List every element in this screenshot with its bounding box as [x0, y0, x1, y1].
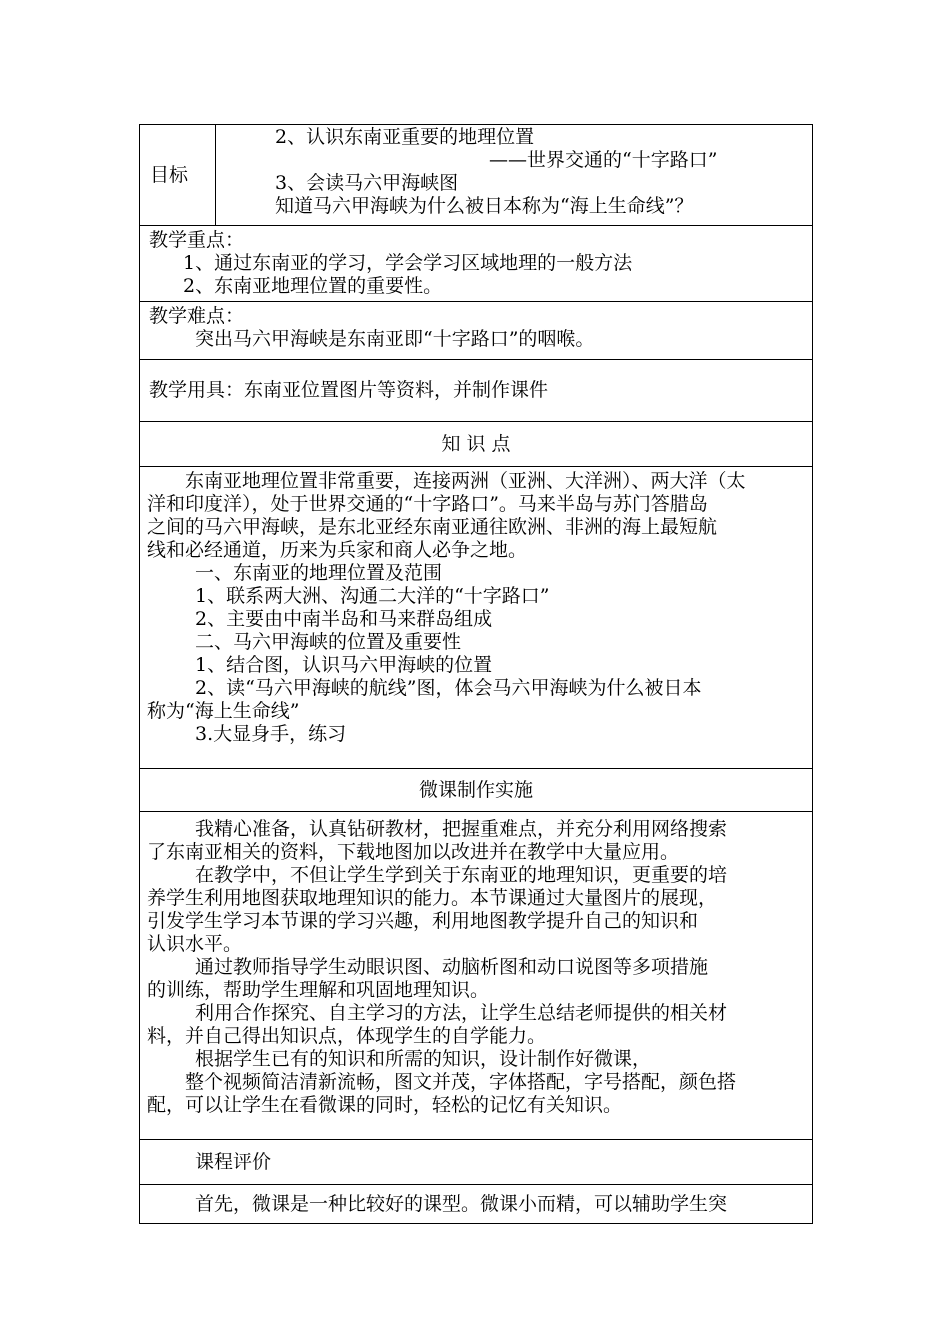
micro-line-4: 养学生利用地图获取地理知识的能力。本节课通过大量图片的展现，: [147, 887, 718, 909]
key-point-2: 2、东南亚地理位置的重要性。: [183, 275, 443, 297]
evaluation-content-row: [140, 1185, 813, 1224]
goal-row: [140, 125, 813, 226]
micro-line-9: 利用合作探究、自主学习的方法，让学生总结老师提供的相关材: [195, 1002, 728, 1024]
key-points-row: [140, 226, 813, 302]
knowledge-intro-line-4: 线和必经通道，历来为兵家和商人必争之地。: [147, 539, 528, 561]
goal-line-4: 知道马六甲海峡为什么被日本称为“海上生命线”？: [275, 195, 694, 217]
tools-text: 教学用具：东南亚位置图片等资料，并制作课件: [149, 379, 549, 401]
tools-row: [140, 360, 813, 422]
knowledge-item-2: 1、联系两大洲、沟通二大洋的“十字路口”: [195, 585, 550, 607]
knowledge-item-7: 3.大显身手，练习: [195, 723, 347, 745]
lesson-plan-table: [139, 124, 813, 1224]
goal-content: [216, 125, 813, 226]
micro-line-7: 通过教师指导学生动眼识图、动脑析图和动口说图等多项措施: [195, 956, 709, 978]
goal-line-1: 2、认识东南亚重要的地理位置: [275, 126, 535, 148]
micro-line-6: 认识水平。: [147, 933, 243, 955]
knowledge-item-1: 一、东南亚的地理位置及范围: [195, 562, 443, 584]
evaluation-text: 首先，微课是一种比较好的课型。微课小而精，可以辅助学生突: [195, 1192, 728, 1215]
knowledge-content-row: [140, 467, 813, 769]
knowledge-intro-line-3: 之间的马六甲海峡，是东北亚经东南亚通往欧洲、非洲的海上最短航: [147, 516, 718, 538]
key-points-cell: [140, 226, 813, 302]
micro-line-5: 引发学生学习本节课的学习兴趣，利用地图教学提升自己的知识和: [147, 910, 699, 932]
knowledge-item-6a: 2、读“马六甲海峡的航线”图，体会马六甲海峡为什么被日本: [195, 677, 702, 699]
evaluation-heading: 课程评价: [195, 1150, 272, 1173]
evaluation-heading-cell: [140, 1140, 813, 1185]
key-point-1: 1、通过东南亚的学习，学会学习区域地理的一般方法: [183, 252, 633, 274]
micro-line-1: 我精心准备，认真钻研教材，把握重难点，并充分利用网络搜索: [195, 818, 728, 840]
evaluation-content: [140, 1185, 813, 1224]
knowledge-item-5: 1、结合图，认识马六甲海峡的位置: [195, 654, 493, 676]
difficulties-row: [140, 302, 813, 360]
micro-line-11: 根据学生已有的知识和所需的知识，设计制作好微课，: [195, 1048, 652, 1070]
micro-line-13: 配，可以让学生在看微课的同时，轻松的记忆有关知识。: [147, 1094, 623, 1116]
key-points-title: 教学重点：: [149, 229, 245, 251]
micro-line-10: 料，并自己得出知识点，体现学生的自学能力。: [147, 1025, 547, 1047]
micro-heading: 微课制作实施: [140, 769, 813, 812]
knowledge-item-3: 2、主要由中南半岛和马来群岛组成: [195, 608, 493, 630]
knowledge-heading-row: [140, 422, 813, 467]
knowledge-item-6b: 称为“海上生命线”: [147, 700, 300, 722]
micro-content-row: [140, 812, 813, 1140]
micro-line-12: 整个视频简洁清新流畅，图文并茂，字体搭配，字号搭配，颜色搭: [185, 1071, 737, 1093]
goal-line-2: ——世界交通的“十字路口”: [489, 149, 718, 171]
goal-line-3: 3、会读马六甲海峡图: [275, 172, 459, 194]
tools-cell: [140, 360, 813, 422]
knowledge-item-4: 二、马六甲海峡的位置及重要性: [195, 631, 462, 653]
micro-line-8: 的训练，帮助学生理解和巩固地理知识。: [147, 979, 490, 1001]
knowledge-content: [140, 467, 813, 769]
knowledge-intro-line-2: 洋和印度洋），处于世界交通的“十字路口”。马来半岛与苏门答腊岛: [147, 493, 708, 515]
evaluation-heading-row: [140, 1140, 813, 1185]
micro-content: [140, 812, 813, 1140]
knowledge-heading: 知 识 点: [140, 422, 813, 467]
micro-heading-row: [140, 769, 813, 812]
micro-line-3: 在教学中，不但让学生学到关于东南亚的地理知识，更重要的培: [195, 864, 728, 886]
goal-label: 目标: [140, 125, 216, 226]
difficulties-title: 教学难点：: [149, 305, 245, 327]
knowledge-intro-line-1: 东南亚地理位置非常重要，连接两洲（亚洲、大洋洲）、两大洋（太: [185, 470, 746, 492]
micro-line-2: 了东南亚相关的资料，下载地图加以改进并在教学中大量应用。: [147, 841, 680, 863]
difficulties-cell: [140, 302, 813, 360]
difficulties-text: 突出马六甲海峡是东南亚即“十字路口”的咽喉。: [195, 328, 595, 350]
